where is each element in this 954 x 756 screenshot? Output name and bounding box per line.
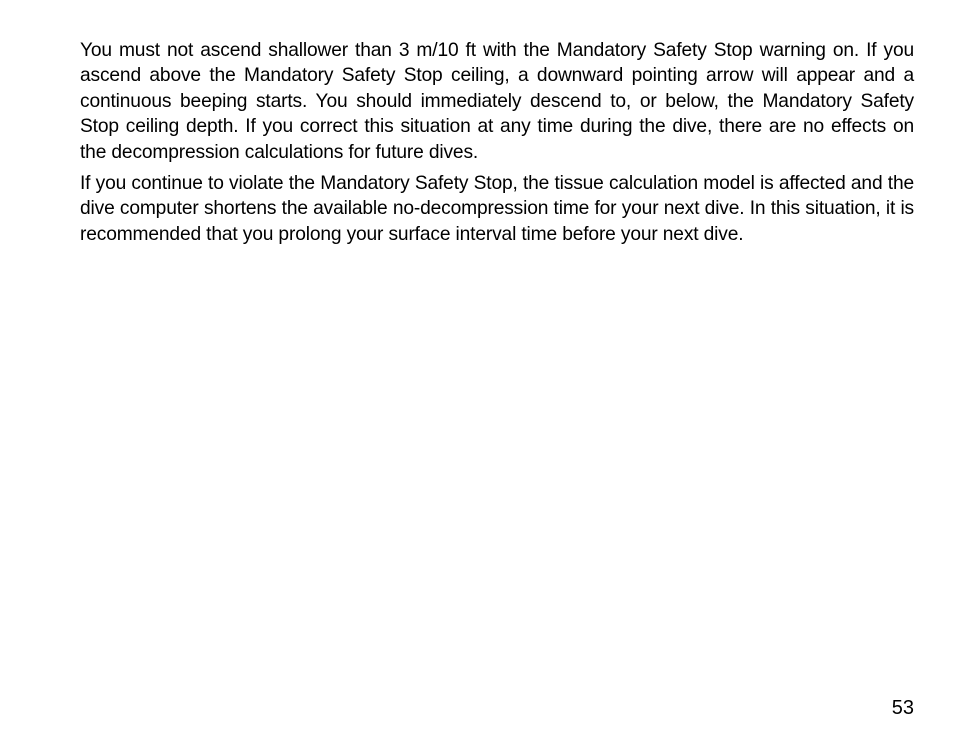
paragraph-safety-stop-violation: If you continue to violate the Mandatory Safety Stop, the tissue calculation model is affected and the dive computer shortens the available no-decompression time for your next dive. In this situation, it is recommended that you prolong your surface interval time before your next dive. [80, 173, 914, 245]
paragraph-safety-stop-warning: You must not ascend shallower than 3 m/10 ft with the Mandatory Safety Stop warning on. If you ascend above the Mandatory Safety Stop ceiling, a downward pointing arrow will appear and a continuous beeping starts. You should immediately descend to, or below, the Mandatory Safety Stop ceiling depth. If you correct this situation at any time during the dive, there are no effects on the decompression calculations for future dives. [80, 40, 914, 163]
document-page [80, 38, 914, 253]
page-number: 53 [891, 697, 914, 719]
